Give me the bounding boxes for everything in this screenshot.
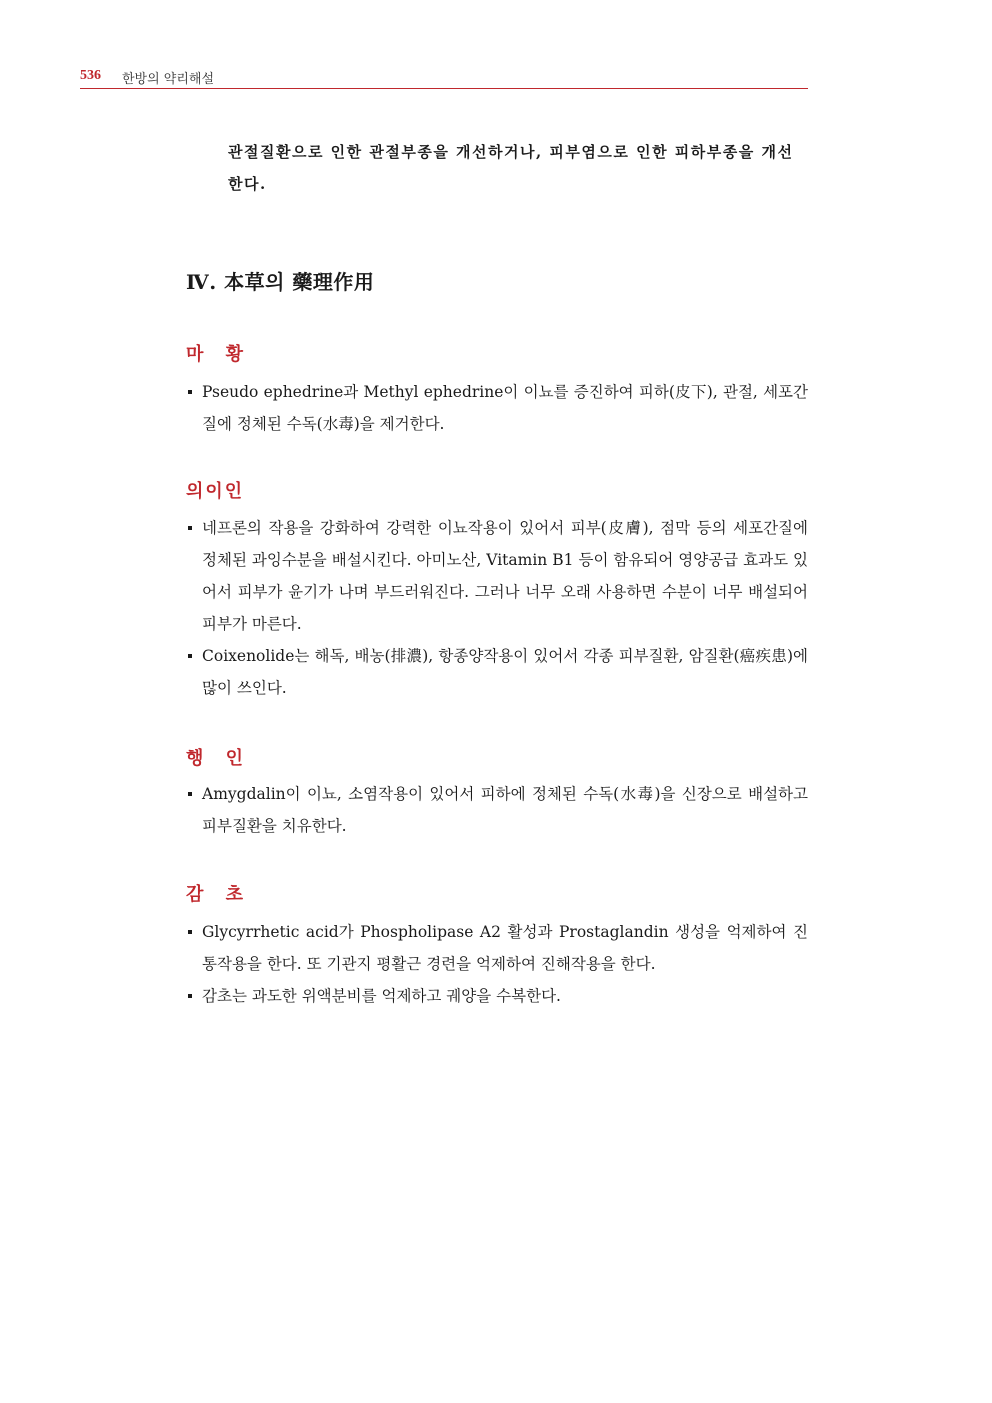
list-item: 감초는 과도한 위액분비를 억제하고 궤양을 수복한다.	[186, 980, 808, 1012]
herb-bullets-haengin	[186, 778, 808, 842]
herb-bullets-mahwang	[186, 376, 808, 440]
page-number: 536	[80, 68, 101, 83]
list-item: Pseudo ephedrine과 Methyl ephedrine이 이뇨를 증진하여 피하(皮下), 관절, 세포간질에 정체된 수독(水毒)을 제거한다.	[186, 376, 808, 440]
list-item: 네프론의 작용을 강화하여 강력한 이뇨작용이 있어서 피부(皮膚), 점막 등의 세포간질에 정체된 과잉수분을 배설시킨다. 아미노산, Vitamin B1 등이 함유되어 영양공급 효과도 있어서 피부가 윤기가 나며 부드러워진다. 그러나 너무 오래 사용하면 수분이 너무 배설되어 피부가 마른다.	[186, 512, 808, 640]
chapter-title: Ⅳ. 本草의 藥理作用	[186, 270, 375, 294]
herb-bullets-uiyiin	[186, 512, 808, 704]
list-item: Coixenolide는 해독, 배농(排濃), 항종양작용이 있어서 각종 피부질환, 암질환(癌疾患)에 많이 쓰인다.	[186, 640, 808, 704]
herb-bullets-gamcho	[186, 916, 808, 1012]
page-header	[80, 66, 808, 89]
herb-title-haengin: 행 인	[186, 748, 252, 769]
herb-title-mahwang: 마 황	[186, 344, 252, 365]
list-item: Glycyrrhetic acid가 Phospholipase A2 활성과 Prostaglandin 생성을 억제하여 진통작용을 한다. 또 기관지 평활근 경련을 억제하여 진해작용을 한다.	[186, 916, 808, 980]
herb-title-uiyiin: 의이인	[186, 481, 245, 502]
herb-title-gamcho: 감 초	[186, 884, 252, 905]
book-title: 한방의 약리해설	[122, 72, 215, 87]
intro-paragraph: 관절질환으로 인한 관절부종을 개선하거나, 피부염으로 인한 피하부종을 개선한다.	[228, 143, 794, 193]
list-item: Amygdalin이 이뇨, 소염작용이 있어서 피하에 정체된 수독(水毒)을 신장으로 배설하고 피부질환을 치유한다.	[186, 778, 808, 842]
